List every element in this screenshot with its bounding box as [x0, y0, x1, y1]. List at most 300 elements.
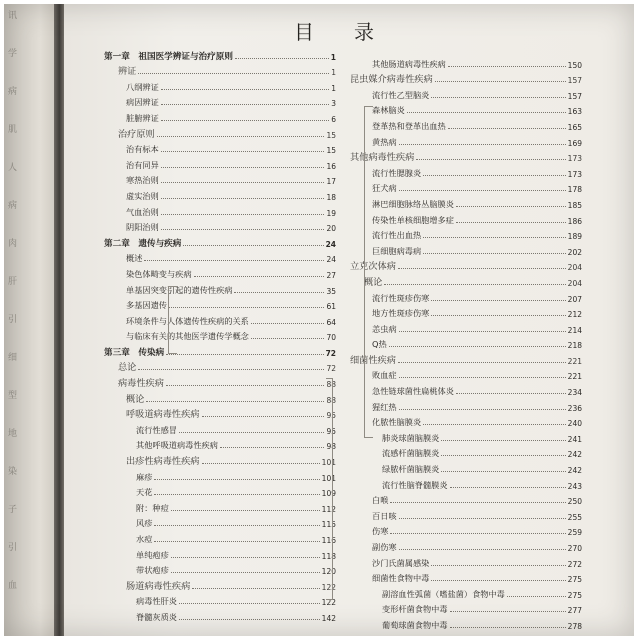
- dot-leader: [138, 73, 329, 74]
- toc-page-number: 64: [326, 317, 336, 327]
- toc-section-entry: [350, 272, 582, 288]
- toc-entry: [350, 553, 582, 569]
- bleed-glyph: 地: [8, 429, 18, 439]
- toc-page-number: 204: [567, 263, 582, 273]
- dot-leader: [399, 377, 566, 378]
- toc-entry: [104, 77, 336, 93]
- toc-page-number: 115: [321, 520, 336, 530]
- toc-page-number: 1: [331, 83, 336, 93]
- toc-entry-title: 单纯疱疹: [136, 549, 169, 560]
- toc-page-number: 20: [326, 224, 336, 234]
- toc-page-number: 24: [325, 239, 336, 249]
- dot-leader: [423, 424, 566, 425]
- toc-entry: [350, 85, 582, 101]
- dot-leader: [441, 455, 565, 456]
- toc-page-number: 88: [326, 380, 336, 390]
- toc-entry: [104, 514, 336, 530]
- dot-leader: [138, 369, 324, 370]
- toc-page-number: 15: [326, 130, 336, 140]
- toc-entry-title: 病因辨证: [126, 97, 159, 108]
- toc-entry: [104, 140, 336, 156]
- dot-leader: [399, 549, 566, 550]
- toc-entry-title: 流行性出血热: [372, 230, 422, 241]
- bleed-glyph: 肌: [8, 125, 18, 135]
- toc-page-number: 1: [331, 68, 336, 78]
- toc-entry-title: 肠道病毒性疾病: [126, 580, 191, 592]
- toc-page-number: 1: [330, 52, 336, 62]
- toc-chapter-entry: [104, 233, 336, 249]
- toc-page-number: 15: [326, 146, 336, 156]
- dot-leader: [456, 393, 566, 394]
- toc-page-number: 240: [567, 419, 582, 429]
- toc-entry-title: 概论: [126, 393, 145, 405]
- toc-page-number: 236: [567, 403, 582, 413]
- toc-entry: [104, 264, 336, 280]
- toc-entry-title: 呼吸道病毒性疾病: [126, 409, 200, 421]
- toc-entry-title: 附：种痘: [136, 502, 169, 513]
- toc-entry-title: 细菌性疾病: [350, 354, 396, 366]
- toc-entry: [104, 171, 336, 187]
- toc-page-number: 95: [326, 426, 336, 436]
- toc-entry: [350, 179, 582, 195]
- toc-entry-title: 传染性单核细胞增多症: [372, 214, 454, 225]
- toc-page-number: 17: [326, 177, 336, 187]
- toc-entry-title: 病毒性肝炎: [136, 596, 177, 607]
- dot-leader: [431, 565, 565, 566]
- toc-page-number: 242: [567, 450, 582, 460]
- dot-leader: [435, 81, 566, 82]
- dot-leader: [431, 300, 565, 301]
- toc-entry-title: 虚实治则: [126, 190, 159, 201]
- toc-entry-title: 气血治则: [126, 206, 159, 217]
- toc-page-number: 16: [326, 161, 336, 171]
- toc-page-number: 275: [567, 575, 582, 585]
- toc-entry-title: 败血症: [372, 370, 397, 381]
- toc-entry-title: 流行性感冒: [136, 424, 177, 435]
- bracket-mark: [326, 378, 333, 600]
- dot-leader: [390, 502, 565, 503]
- toc-entry-title: 百日咳: [372, 510, 397, 521]
- toc-page-number: 150: [567, 60, 582, 70]
- toc-entry-title: 白喉: [372, 495, 389, 506]
- toc-section-entry: [350, 350, 582, 366]
- toc-entry: [104, 327, 336, 343]
- dot-leader: [154, 541, 319, 542]
- toc-page-number: 275: [567, 590, 582, 600]
- toc-page-number: 221: [567, 372, 582, 382]
- toc-page-number: 112: [321, 504, 336, 514]
- toc-entry-title: 绿脓杆菌脑膜炎: [382, 464, 440, 475]
- bleed-glyph: 肉: [8, 239, 18, 249]
- toc-page-number: 278: [567, 621, 582, 631]
- dot-leader: [448, 66, 566, 67]
- dot-leader: [423, 237, 566, 238]
- bleed-glyph: 引: [8, 315, 18, 325]
- dot-leader: [251, 323, 325, 324]
- dot-leader: [154, 525, 319, 526]
- toc-right-column: [350, 54, 582, 631]
- toc-entry-title: 单基因突变引起的遗传性疾病: [126, 284, 233, 295]
- dot-leader: [431, 97, 565, 98]
- toc-entry: [104, 545, 336, 561]
- toc-entry-title: 带状疱疹: [136, 565, 169, 576]
- toc-entry-title: 森林脑炎: [372, 105, 405, 116]
- bracket-mark: [364, 106, 373, 438]
- toc-page-number: 212: [567, 310, 582, 320]
- toc-entry: [350, 319, 582, 335]
- dot-leader: [154, 479, 319, 480]
- toc-entry: [350, 381, 582, 397]
- dot-leader: [407, 112, 566, 113]
- toc-entry: [350, 194, 582, 210]
- toc-page-number: 101: [321, 458, 336, 468]
- toc-entry: [350, 584, 582, 600]
- toc-entry-title: 天花: [136, 487, 153, 498]
- dot-leader: [507, 596, 566, 597]
- toc-page-number: 259: [567, 528, 582, 538]
- toc-entry-title: 其他呼吸道病毒性疾病: [136, 440, 218, 451]
- toc-entry-title: 地方性斑疹伤寒: [372, 308, 430, 319]
- bleed-glyph: 病: [8, 201, 18, 211]
- toc-page-number: 185: [567, 200, 582, 210]
- dot-leader: [448, 128, 566, 129]
- toc-entry: [350, 335, 582, 351]
- toc-section-entry: [104, 451, 336, 467]
- toc-entry-title: 染色体畸变与疾病: [126, 268, 192, 279]
- toc-page-number: 277: [567, 606, 582, 616]
- toc-entry-title: 急性链球菌性扁桃体炎: [372, 386, 454, 397]
- bleed-glyph: 学: [8, 49, 18, 59]
- toc-entry: [350, 210, 582, 226]
- toc-entry-title: 概述: [126, 253, 143, 264]
- toc-page-number: 207: [567, 294, 582, 304]
- toc-entry: [350, 537, 582, 553]
- toc-entry-title: 第一章 祖国医学辨证与治疗原则: [104, 51, 233, 62]
- toc-entry: [104, 483, 336, 499]
- dot-leader: [146, 401, 324, 402]
- toc-entry-title: 寒热治则: [126, 175, 159, 186]
- dot-leader: [183, 245, 323, 246]
- toc-entry: [104, 561, 336, 577]
- toc-entry-title: 麻疹: [136, 471, 153, 482]
- toc-entry: [104, 93, 336, 109]
- dot-leader: [390, 533, 565, 534]
- toc-page-number: 272: [567, 559, 582, 569]
- dot-leader: [398, 362, 566, 363]
- toc-entry: [104, 249, 336, 265]
- toc-entry-title: 多基因遗传: [126, 300, 167, 311]
- toc-entry-title: 风疹: [136, 518, 153, 529]
- toc-entry-title: 变形杆菌食物中毒: [382, 604, 448, 615]
- dot-leader: [450, 487, 566, 488]
- toc-page-number: 3: [331, 99, 336, 109]
- toc-page-number: 24: [326, 255, 336, 265]
- toc-page-number: 88: [326, 395, 336, 405]
- toc-page-number: 243: [567, 481, 582, 491]
- dot-leader: [399, 190, 566, 191]
- toc-entry: [350, 132, 582, 148]
- toc-entry-title: 立克次体病: [350, 261, 396, 273]
- toc-page-number: 95: [326, 411, 336, 421]
- dot-leader: [423, 175, 566, 176]
- toc-entry-title: 总论: [118, 362, 137, 374]
- toc-entry-title: 昆虫媒介病毒性疾病: [350, 74, 433, 86]
- toc-page-number: 165: [567, 122, 582, 132]
- dot-leader: [220, 447, 325, 448]
- dot-leader: [161, 120, 329, 121]
- toc-entry-title: 辨证: [118, 66, 137, 78]
- dot-leader: [179, 619, 320, 620]
- toc-page-number: 142: [321, 613, 336, 623]
- toc-page-number: 70: [326, 333, 336, 343]
- toc-entry-title: 出疹性病毒性疾病: [126, 456, 200, 468]
- toc-entry-title: 流行性脑脊髓膜炎: [382, 479, 448, 490]
- toc-section-entry: [104, 124, 336, 140]
- toc-page-number: 186: [567, 216, 582, 226]
- toc-page-number: 169: [567, 138, 582, 148]
- contents-page: [64, 4, 634, 636]
- dot-leader: [423, 253, 566, 254]
- toc-page-number: 221: [567, 356, 582, 366]
- toc-entry-title: 登革热和登革出血热: [372, 120, 446, 131]
- dot-leader: [171, 510, 320, 511]
- dot-leader: [161, 151, 325, 152]
- book-photo: [4, 4, 634, 636]
- dot-leader: [399, 409, 566, 410]
- dot-leader: [202, 416, 325, 417]
- dot-leader: [251, 338, 325, 339]
- toc-entry: [350, 506, 582, 522]
- toc-entry: [104, 498, 336, 514]
- toc-entry-title: 副溶血性弧菌（嗜盐菌）食物中毒: [382, 588, 505, 599]
- toc-page-number: 157: [567, 91, 582, 101]
- toc-entry: [350, 615, 582, 631]
- toc-entry: [350, 241, 582, 257]
- bleed-glyph: 血: [8, 581, 18, 591]
- toc-page-number: 241: [567, 434, 582, 444]
- toc-page-number: 202: [567, 247, 582, 257]
- toc-entry-title: 其他病毒性疾病: [350, 152, 415, 164]
- bleed-glyph: 型: [8, 391, 18, 401]
- toc-entry-title: 概论: [364, 276, 383, 288]
- toc-entry: [350, 522, 582, 538]
- toc-page-number: 178: [567, 185, 582, 195]
- dot-leader: [161, 104, 329, 105]
- toc-entry: [350, 54, 582, 70]
- toc-section-entry: [104, 358, 336, 374]
- toc-entry: [104, 202, 336, 218]
- toc-entry-title: 第三章 传染病: [104, 347, 165, 358]
- toc-entry-title: 治有标本: [126, 144, 159, 155]
- toc-entry-title: 猩红热: [372, 401, 397, 412]
- toc-page-number: 116: [321, 536, 336, 545]
- toc-entry-title: 环境条件与人体遗传性疾病的关系: [126, 315, 249, 326]
- dot-leader: [399, 144, 566, 145]
- dot-leader: [431, 315, 565, 316]
- toc-entry-title: 脏腑辨证: [126, 112, 159, 123]
- dot-leader: [169, 307, 325, 308]
- toc-entry: [104, 218, 336, 234]
- toc-entry: [104, 436, 336, 452]
- toc-page-number: 189: [567, 232, 582, 242]
- dot-leader: [194, 276, 325, 277]
- toc-entry: [350, 288, 582, 304]
- bleed-glyph: 肝: [8, 277, 18, 287]
- toc-entry: [350, 413, 582, 429]
- toc-entry-title: 化脓性脑膜炎: [372, 417, 422, 428]
- toc-entry-title: 恙虫病: [372, 323, 397, 334]
- toc-entry: [104, 607, 336, 623]
- bleed-glyph: 子: [8, 505, 18, 515]
- toc-entry: [350, 428, 582, 444]
- dot-leader: [441, 471, 565, 472]
- toc-page-number: 19: [326, 208, 336, 218]
- toc-page-number: 250: [567, 497, 582, 507]
- toc-entry-title: 细菌性食物中毒: [372, 573, 430, 584]
- toc-page-number: 242: [567, 466, 582, 476]
- dot-leader: [171, 572, 320, 573]
- dot-leader: [144, 260, 324, 261]
- toc-entry: [104, 529, 336, 545]
- toc-page-number: 157: [567, 76, 582, 86]
- toc-entry: [350, 226, 582, 242]
- dot-leader: [235, 58, 329, 59]
- toc-page-number: 35: [326, 286, 336, 296]
- toc-page-number: 6: [331, 114, 336, 124]
- toc-page-number: 255: [567, 512, 582, 522]
- toc-entry-title: 流行性乙型脑炎: [372, 89, 430, 100]
- toc-page-number: 118: [321, 551, 336, 561]
- toc-section-entry: [350, 70, 582, 86]
- toc-entry-title: Q热: [372, 339, 387, 350]
- toc-page-number: 173: [567, 154, 582, 164]
- toc-page-number: 218: [567, 341, 582, 351]
- toc-section-entry: [104, 405, 336, 421]
- toc-entry-title: 八纲辨证: [126, 81, 159, 92]
- dot-leader: [456, 206, 566, 207]
- toc-page-number: 61: [326, 302, 336, 312]
- bleed-glyph: 人: [8, 163, 18, 173]
- dot-leader: [166, 354, 323, 355]
- toc-entry: [350, 366, 582, 382]
- toc-entry: [350, 397, 582, 413]
- dot-leader: [399, 331, 566, 332]
- toc-entry-title: 肺炎球菌脑膜炎: [382, 432, 440, 443]
- toc-entry-title: 沙门氏菌属感染: [372, 557, 430, 568]
- dot-leader: [450, 611, 566, 612]
- dot-leader: [192, 588, 319, 589]
- toc-entry: [350, 116, 582, 132]
- bleed-glyph: 病: [8, 87, 18, 97]
- toc-entry-title: 流行性腮腺炎: [372, 167, 422, 178]
- toc-entry: [104, 467, 336, 483]
- toc-entry: [104, 420, 336, 436]
- toc-entry: [350, 101, 582, 117]
- toc-entry: [104, 280, 336, 296]
- toc-entry-title: 狂犬病: [372, 183, 397, 194]
- toc-chapter-entry: [104, 46, 336, 62]
- dot-leader: [161, 89, 329, 90]
- toc-entry: [104, 108, 336, 124]
- toc-entry: [350, 444, 582, 460]
- dot-leader: [456, 222, 566, 223]
- toc-entry-title: 治疗原则: [118, 128, 155, 140]
- dot-leader: [161, 229, 325, 230]
- dot-leader: [398, 268, 566, 269]
- toc-entry: [350, 569, 582, 585]
- dot-leader: [179, 603, 320, 604]
- toc-page-number: 234: [567, 388, 582, 398]
- bleed-glyph: 细: [8, 353, 18, 363]
- toc-page-number: 109: [321, 489, 336, 499]
- toc-entry-title: 阴阳治则: [126, 222, 159, 233]
- toc-page-number: 173: [567, 169, 582, 179]
- toc-page-number: 122: [321, 598, 336, 608]
- toc-page-number: 214: [567, 325, 582, 335]
- toc-entry-title: 巨细胞病毒病: [372, 245, 422, 256]
- toc-entry-title: 病毒性疾病: [118, 378, 164, 390]
- toc-page-number: 120: [321, 567, 336, 577]
- toc-entry-title: 伤寒: [372, 526, 389, 537]
- dot-leader: [161, 167, 325, 168]
- page-title: 目录: [294, 20, 414, 44]
- toc-entry: [104, 186, 336, 202]
- bleed-glyph: 引: [8, 543, 18, 553]
- toc-entry-title: 脊髓灰质炎: [136, 611, 177, 622]
- toc-section-entry: [350, 257, 582, 273]
- toc-entry-title: 第二章 遗传与疾病: [104, 238, 182, 249]
- toc-entry: [350, 304, 582, 320]
- toc-entry-title: 淋巴细胞脉络丛脑膜炎: [372, 198, 454, 209]
- dot-leader: [157, 136, 325, 137]
- toc-entry-title: 流行性斑疹伤寒: [372, 292, 430, 303]
- dot-leader: [441, 440, 565, 441]
- toc-entry: [104, 592, 336, 608]
- toc-entry-title: 流感杆菌脑膜炎: [382, 448, 440, 459]
- dot-leader: [389, 346, 566, 347]
- dot-leader: [161, 182, 325, 183]
- toc-page-number: 98: [326, 442, 336, 452]
- toc-page-number: 270: [567, 544, 582, 553]
- toc-chapter-entry: [104, 342, 336, 358]
- toc-entry: [350, 600, 582, 616]
- toc-entry: [350, 459, 582, 475]
- toc-entry: [350, 475, 582, 491]
- toc-entry: [104, 155, 336, 171]
- toc-left-column: [104, 46, 336, 623]
- toc-page-number: 72: [326, 364, 336, 374]
- toc-entry-title: 副伤寒: [372, 542, 397, 552]
- bleed-glyph: 染: [8, 467, 18, 477]
- toc-page-number: 163: [567, 107, 582, 117]
- dot-leader: [399, 518, 566, 519]
- toc-entry-title: 其他肠道病毒性疾病: [372, 58, 446, 69]
- dot-leader: [431, 580, 565, 581]
- dot-leader: [171, 557, 320, 558]
- toc-page-number: 72: [325, 348, 336, 358]
- toc-entry: [350, 163, 582, 179]
- dot-leader: [416, 159, 565, 160]
- toc-entry: [104, 311, 336, 327]
- toc-entry: [104, 296, 336, 312]
- toc-entry-title: 与临床有关的其他医学遗传学概念: [126, 331, 249, 342]
- toc-page-number: 122: [321, 582, 336, 592]
- toc-page-number: 27: [326, 270, 336, 280]
- dot-leader: [179, 432, 325, 433]
- toc-section-entry: [104, 62, 336, 78]
- toc-section-entry: [104, 576, 336, 592]
- toc-entry-title: 葡萄球菌食物中毒: [382, 619, 448, 630]
